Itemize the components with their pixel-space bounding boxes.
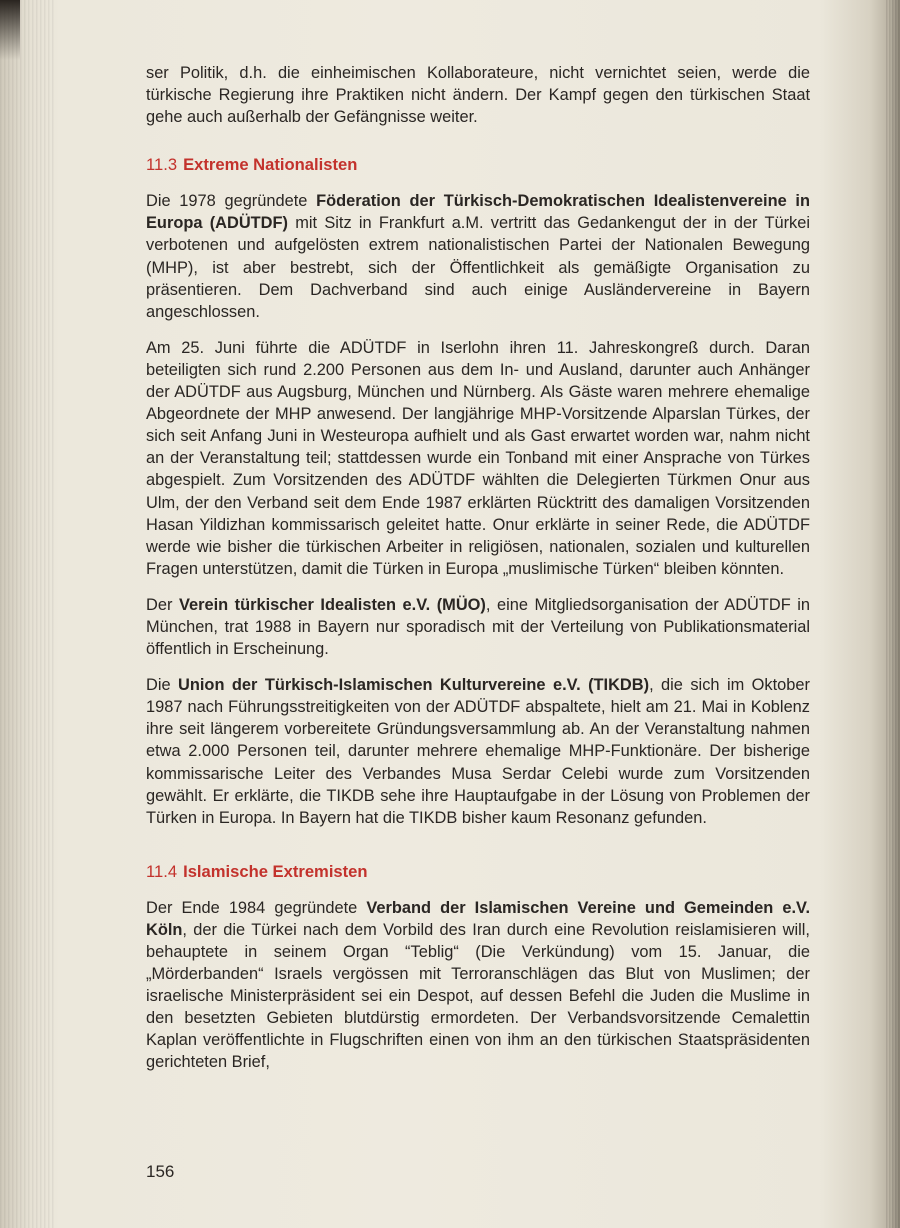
text-run: Der xyxy=(146,595,179,614)
text-run: , eine Mitgliedsorganisation der ADÜTDF in München, trat 1988 in Bayern nur sporadisch mit der Verteilung von Publikationsmaterial öffentlich in Erscheinung. xyxy=(146,595,811,659)
bold-organization-name: Verein türkischer Idealisten e.V. (MÜO) xyxy=(178,595,486,614)
section-number: 11.3 xyxy=(146,155,178,175)
page-number: 156 xyxy=(146,1162,175,1181)
bold-organization-name: Verband der Islamischen Vereine und Gemeinden e.V. Köln xyxy=(146,898,810,939)
paragraph-congress: Am 25. Juni führte die ADÜTDF in Iserlohn ihren 11. Jahreskongreß durch. Daran beteiligten sich rund 2.200 Personen aus dem In- und Ausland, darunter auch Anhänger der ADÜTDF aus Augsburg, München und Nürnberg. Als Gäste waren mehrere ehemalige Abgeordnete der MHP anwesend. Der langjährige MHP-Vorsitzende Alparslan Türkes, der sich seit Anfang Juni in Westeuropa aufhielt und als Gast erwartet worden war, nahm nicht an der Veranstaltung teil; stattdessen wurde ein Tonband mit einer Ansprache von Türkes abgespielt. Zum Vorsitzenden des ADÜTDF wählten die Delegierten Türkmen Onur aus Ulm, der den Verband seit dem Ende 1987 erklärten Rücktritt des damaligen Vorsitzenden Hasan Yildizhan kommissarisch geleitet hatte. Onur erklärte in seiner Rede, die ADÜTDF werde wie bisher die türkischen Arbeiter in religiösen, nationalen, sozialen und kulturellen Fragen unterstützen, damit die Türken in Europa „muslimische Türken“ bleiben könnten. xyxy=(146,338,810,578)
paragraph-muo xyxy=(146,594,810,660)
text-run: Der Ende 1984 gegründete xyxy=(146,898,367,917)
section-heading-11-3 xyxy=(146,154,810,176)
paragraph-tikdb xyxy=(146,674,810,829)
paragraph-intro: ser Politik, d.h. die einheimischen Kollaborateure, nicht vernichtet seien, werde die türkische Regierung ihre Praktiken nicht ändern. Der Kampf gegen den türkischen Staat gehe auch außerhalb der Gefängnisse weiter. xyxy=(146,64,810,127)
section-heading-11-4 xyxy=(146,861,810,883)
page-corner-shadow xyxy=(0,0,20,60)
text-run: , die sich im Oktober 1987 nach Führungsstreitigkeiten von der ADÜTDF abspaltete, hielt am 21. Mai in Koblenz ihre seit längerem vorbereitete Gründungsversammlung ab. An der Veranstaltung nahmen etwa 2.000 Personen teil, darunter mehrere ehemalige MHP-Funktionäre. Der bisherige kommissarische Leiter des Verbandes Musa Serdar Celebi wurde zum Vorsitzenden gewählt. Er erklärte, die TIKDB sehe ihre Hauptaufgabe in der Lösung von Problemen der Türken in Europa. In Bayern hat die TIKDB bisher kaum Resonanz gefunden. xyxy=(146,676,810,827)
bold-organization-name: Föderation der Türkisch-Demokratischen Idealistenvereine in Europa (ADÜTDF) xyxy=(146,192,810,233)
paragraph-adutdf xyxy=(146,190,810,323)
section-title: Islamische Extremisten xyxy=(183,861,368,881)
section-number: 11.4 xyxy=(146,861,178,881)
text-run: Die xyxy=(146,676,179,695)
book-spine-shadow xyxy=(0,0,56,1228)
paragraph-islamic-association xyxy=(146,897,810,1074)
page-body xyxy=(146,62,810,1088)
page-edge-stack xyxy=(886,0,900,1228)
text-run: , der die Türkei nach dem Vorbild des Iran durch eine Revolution reislamisieren will, behauptete in seinem Organ “Teblig“ (Die Verkündung) vom 15. Januar, die „Mörderbanden“ Israels vergössen mit Terroranschlägen das Blut von Muslimen; der israelische Ministerpräsident sei ein Despot, auf dessen Befehl die Juden die Muslime in den besetzten Gebieten blutdürstig ermordeten. Der Verbandsvorsitzende Cemalettin Kaplan veröffentlichte in Flugschriften einen von ihm an den türkischen Staatspräsidenten gerichteten Brief, xyxy=(146,920,810,1072)
text-run: Die 1978 gegründete xyxy=(146,192,317,211)
text-run: mit Sitz in Frankfurt a.M. vertritt das Gedankengut der in der Türkei verbotenen und aufgelösten extrem nationalistischen Partei der Nationalen Bewegung (MHP), ist aber bestrebt, sich der Öffentlichkeit als gemäßigte Organisation zu präsentieren. Dem Dachverband sind auch einige Ausländervereine in Bayern angeschlossen. xyxy=(146,214,810,321)
section-title: Extreme Nationalisten xyxy=(183,155,358,175)
bold-organization-name: Union der Türkisch-Islamischen Kulturvereine e.V. (TIKDB) xyxy=(178,676,650,695)
